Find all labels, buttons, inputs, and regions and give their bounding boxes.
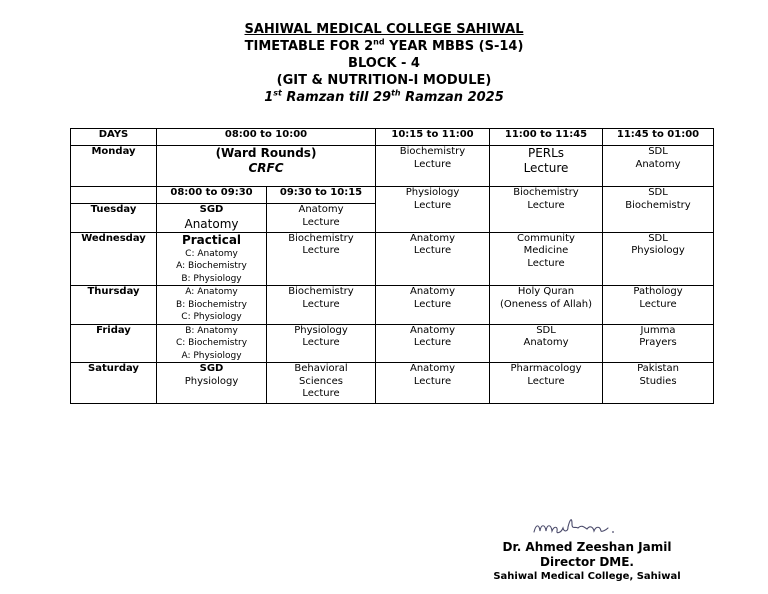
subslot-header-2: 09:30 to 10:15 [267,187,376,204]
cell-tuesday-slot2: Physiology Lecture [376,187,490,233]
table-row-friday [71,324,714,363]
cell-friday-slot1a: B: Anatomy C: Biochemistry A: Physiology [157,324,267,363]
cell-thursday-slot4: Pathology Lecture [603,286,714,325]
signatory-college: Sahiwal Medical College, Sahiwal [493,571,681,582]
day-monday: Monday [71,146,157,187]
date-range: 1st Ramzan till 29th Ramzan 2025 [264,88,504,105]
cell-friday-slot2: Anatomy Lecture [376,324,490,363]
cell-wednesday-slot3: Community Medicine Lecture [490,232,603,286]
cell-saturday-slot2: Anatomy Lecture [376,363,490,404]
signature-block [472,540,702,584]
cell-monday-ward-rounds: (Ward Rounds) CRFC [157,146,376,187]
cell-thursday-slot2: Anatomy Lecture [376,286,490,325]
subslot-header-row [71,187,714,204]
module-title: (GIT & NUTRITION-I MODULE) [276,73,492,88]
cell-saturday-slot1b: Behavioral Sciences Lecture [267,363,376,404]
cell-saturday-slot1a: SGD Physiology [157,363,267,404]
cell-wednesday-slot1a: Practical C: Anatomy A: Biochemistry B: Physiology [157,232,267,286]
day-saturday: Saturday [71,363,157,404]
cell-wednesday-slot4: SDL Physiology [603,232,714,286]
timetable [70,128,714,404]
subslot-blank [71,187,157,204]
signatory-title: Director DME. [540,555,634,569]
cell-friday-slot4: Jumma Prayers [603,324,714,363]
cell-wednesday-slot2: Anatomy Lecture [376,232,490,286]
table-row-wednesday [71,232,714,286]
slot-header-2: 10:15 to 11:00 [376,129,490,146]
slot-header-3: 11:00 to 11:45 [490,129,603,146]
day-wednesday: Wednesday [71,232,157,286]
cell-monday-slot3: PERLs Lecture [490,146,603,187]
cell-tuesday-slot1b: Anatomy Lecture [267,204,376,233]
cell-saturday-slot4: Pakistan Studies [603,363,714,404]
college-title: SAHIWAL MEDICAL COLLEGE SAHIWAL [244,22,524,37]
table-row-saturday [71,363,714,404]
subslot-header-1: 08:00 to 09:30 [157,187,267,204]
day-friday: Friday [71,324,157,363]
block-title: BLOCK - 4 [348,56,420,71]
table-row-thursday [71,286,714,325]
table-row-monday [71,146,714,187]
cell-monday-slot4: SDL Anatomy [603,146,714,187]
cell-tuesday-slot4: SDL Biochemistry [603,187,714,233]
signatory-name: Dr. Ahmed Zeeshan Jamil [502,540,672,554]
cell-thursday-slot1a: A: Anatomy B: Biochemistry C: Physiology [157,286,267,325]
cell-tuesday-slot1a: SGD Anatomy [157,204,267,233]
cell-monday-slot2: Biochemistry Lecture [376,146,490,187]
days-header: DAYS [71,129,157,146]
slot-header-4: 11:45 to 01:00 [603,129,714,146]
handwritten-signature [530,514,640,538]
cell-thursday-slot1b: Biochemistry Lecture [267,286,376,325]
cell-friday-slot1b: Physiology Lecture [267,324,376,363]
cell-friday-slot3: SDL Anatomy [490,324,603,363]
cell-thursday-slot3: Holy Quran (Oneness of Allah) [490,286,603,325]
document-header [0,21,768,106]
cell-wednesday-slot1b: Biochemistry Lecture [267,232,376,286]
cell-saturday-slot3: Pharmacology Lecture [490,363,603,404]
timetable-title: TIMETABLE FOR 2nd YEAR MBBS (S-14) [244,37,524,54]
table-header-row [71,129,714,146]
slot-header-1: 08:00 to 10:00 [157,129,376,146]
day-tuesday: Tuesday [71,204,157,233]
cell-tuesday-slot3: Biochemistry Lecture [490,187,603,233]
day-thursday: Thursday [71,286,157,325]
